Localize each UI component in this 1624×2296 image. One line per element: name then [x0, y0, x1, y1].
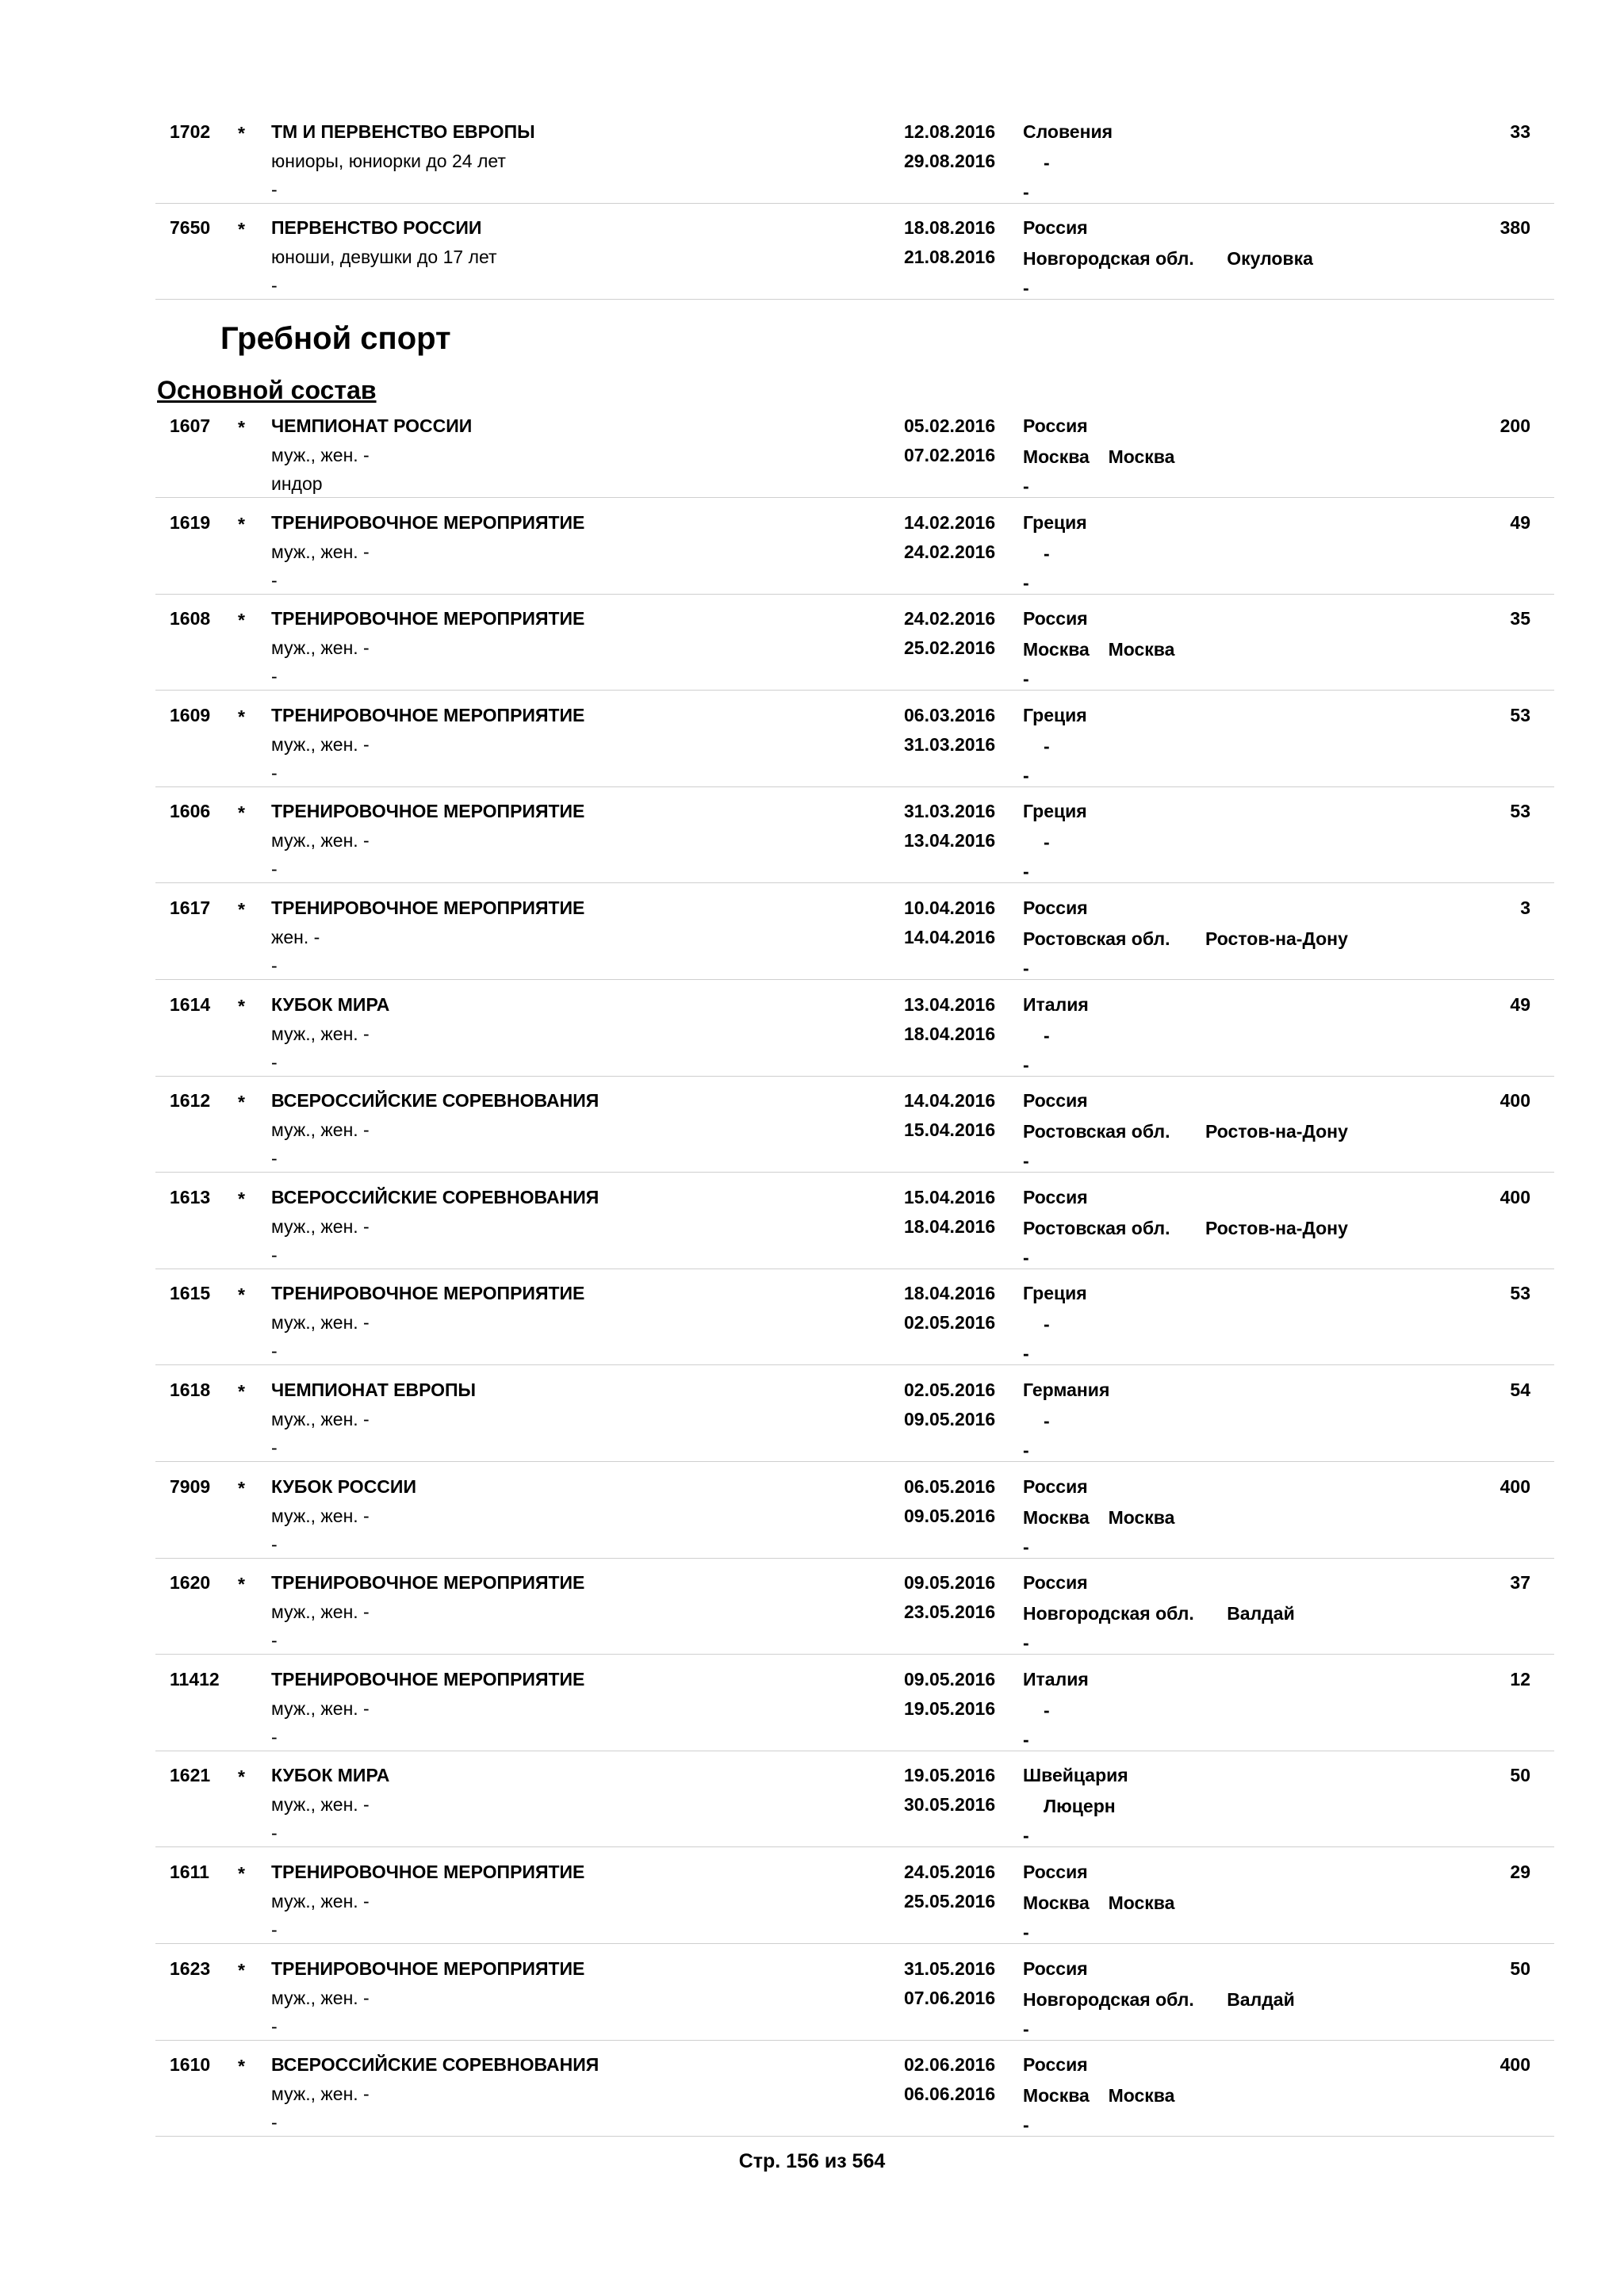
event-participants: муж., жен. - [271, 1891, 370, 1911]
event-location-note: - [1023, 958, 1029, 978]
event-participants: муж., жен. - [271, 1215, 370, 1237]
event-title: ТРЕНИРОВОЧНОЕ МЕРОПРИЯТИЕ [271, 1572, 585, 1594]
event-note: - [271, 1244, 278, 1265]
event-location-note: - [1023, 1728, 1029, 1750]
event-id: 1606 [170, 801, 211, 822]
event-participant-count: 33 [1510, 121, 1530, 142]
event-date-end: 02.05.2016 [904, 1312, 996, 1334]
event-region: Ростовская обл. [1023, 1217, 1170, 1238]
event-date-end: 18.04.2016 [904, 1023, 996, 1044]
event-row [155, 1173, 1554, 1269]
event-date-start: 13.04.2016 [904, 993, 996, 1015]
event-country: Греция [1023, 801, 1087, 822]
event-location-note: - [1023, 1632, 1029, 1654]
event-location-note: - [1023, 572, 1029, 593]
event-country: Россия [1023, 1186, 1088, 1207]
event-id: 1614 [170, 993, 211, 1015]
event-date-end: 21.08.2016 [904, 247, 996, 267]
event-country: Греция [1023, 511, 1087, 533]
event-marker: * [238, 1188, 245, 1209]
event-marker: * [238, 899, 245, 920]
event-location-note: - [1023, 476, 1029, 496]
event-row [155, 1655, 1554, 1751]
event-participant-count: 50 [1510, 1957, 1530, 1979]
event-note: - [271, 762, 278, 783]
event-id: 1702 [170, 121, 211, 142]
event-region: Москва [1023, 2085, 1090, 2107]
event-participants: муж., жен. - [271, 830, 370, 851]
event-date-end: 29.08.2016 [904, 151, 996, 171]
event-note: - [271, 1051, 278, 1073]
event-note: - [271, 859, 278, 880]
event-title: ТРЕНИРОВОЧНОЕ МЕРОПРИЯТИЕ [271, 511, 585, 533]
event-id: 1620 [170, 1572, 211, 1594]
event-row [155, 1751, 1554, 1847]
event-id: 1608 [170, 608, 211, 629]
event-id: 1611 [170, 1862, 209, 1882]
event-participant-count: 400 [1500, 1186, 1530, 1207]
event-participants: муж., жен. - [271, 1987, 370, 2008]
event-location-note: - [1023, 1054, 1029, 1075]
event-row [155, 1076, 1554, 1173]
event-marker: * [238, 2056, 245, 2077]
event-note: - [271, 955, 278, 976]
event-date-start: 15.04.2016 [904, 1186, 996, 1207]
event-date-start: 18.08.2016 [904, 217, 996, 238]
event-note: индор [271, 473, 323, 494]
event-participant-count: 54 [1510, 1380, 1530, 1400]
event-participant-count: 37 [1510, 1572, 1530, 1594]
page-footer: Стр. 156 из 564 [738, 2150, 886, 2172]
event-participants: муж., жен. - [271, 1409, 370, 1429]
event-title: ТРЕНИРОВОЧНОЕ МЕРОПРИЯТИЕ [271, 801, 585, 822]
event-city: Москва [1108, 1506, 1175, 1528]
event-date-end: 14.04.2016 [904, 927, 996, 947]
event-participant-count: 49 [1510, 993, 1530, 1015]
event-id: 1607 [170, 415, 211, 436]
event-date-end: 30.05.2016 [904, 1794, 996, 1816]
event-date-end: 07.02.2016 [904, 445, 996, 465]
event-marker: * [238, 1574, 245, 1595]
event-date-end: 31.03.2016 [904, 733, 996, 755]
event-participants: юноши, девушки до 17 лет [271, 247, 497, 267]
event-date-end: 19.05.2016 [904, 1697, 996, 1719]
event-city: Окуловка [1227, 248, 1313, 269]
event-title: ТМ И ПЕРВЕНСТВО ЕВРОПЫ [271, 121, 535, 142]
event-region: Новгородская обл. [1023, 1988, 1194, 2010]
event-title: ВСЕРОССИЙСКИЕ СОРЕВНОВАНИЯ [271, 1186, 599, 1207]
event-title: ПЕРВЕНСТВО РОССИИ [271, 217, 482, 238]
event-country: Словения [1023, 121, 1113, 142]
event-country: Россия [1023, 1862, 1088, 1882]
event-note: - [271, 1919, 278, 1940]
event-note: - [271, 666, 278, 687]
event-title: ТРЕНИРОВОЧНОЕ МЕРОПРИЯТИЕ [271, 608, 585, 629]
event-note: - [271, 1533, 278, 1555]
event-participants: муж., жен. - [271, 1312, 370, 1334]
event-title: ТРЕНИРОВОЧНОЕ МЕРОПРИЯТИЕ [271, 704, 585, 725]
event-date-start: 24.05.2016 [904, 1862, 996, 1882]
event-title: ТРЕНИРОВОЧНОЕ МЕРОПРИЯТИЕ [271, 1668, 585, 1689]
event-participant-count: 35 [1510, 608, 1530, 629]
event-row [155, 1462, 1554, 1559]
event-date-start: 19.05.2016 [904, 1765, 996, 1786]
event-marker: * [238, 123, 245, 144]
event-participant-count: 50 [1510, 1765, 1530, 1786]
event-title: ЧЕМПИОНАТ РОССИИ [271, 415, 473, 436]
event-row [155, 1365, 1554, 1462]
event-city: Ростов-на-Дону [1205, 928, 1348, 949]
event-marker: * [238, 995, 245, 1016]
event-participants: муж., жен. - [271, 1601, 370, 1623]
event-id: 7909 [170, 1475, 211, 1497]
event-title: ТРЕНИРОВОЧНОЕ МЕРОПРИЯТИЕ [271, 897, 585, 918]
event-marker: * [238, 1477, 245, 1498]
event-note: - [271, 1726, 278, 1747]
event-participant-count: 400 [1500, 1090, 1530, 1112]
event-id: 1615 [170, 1283, 211, 1304]
event-location-note: - [1023, 1246, 1029, 1268]
event-id: 1617 [170, 897, 211, 918]
event-row [155, 786, 1554, 883]
event-city: Валдай [1227, 1603, 1295, 1624]
event-marker: * [238, 610, 245, 631]
event-row [155, 1944, 1554, 2041]
event-marker: * [238, 1766, 245, 1788]
event-row [155, 1269, 1554, 1365]
event-region: Новгородская обл. [1023, 1603, 1194, 1624]
event-country: Швейцария [1023, 1765, 1128, 1786]
event-location-note: - [1023, 1150, 1029, 1172]
event-country: Россия [1023, 415, 1088, 436]
event-location-note: - [1023, 764, 1029, 786]
event-marker: * [238, 706, 245, 727]
event-participants: муж., жен. - [271, 2084, 370, 2105]
event-date-start: 31.05.2016 [904, 1957, 996, 1979]
event-date-end: 23.05.2016 [904, 1601, 996, 1623]
event-date-start: 02.05.2016 [904, 1380, 996, 1400]
event-city: Ростов-на-Дону [1205, 1121, 1348, 1142]
event-marker: * [238, 417, 245, 438]
event-location-dash: - [1044, 542, 1050, 564]
event-note: - [271, 1341, 278, 1362]
event-country: Россия [1023, 1957, 1088, 1979]
event-participant-count: 3 [1520, 897, 1530, 918]
event-date-start: 18.04.2016 [904, 1283, 996, 1304]
event-country: Италия [1023, 993, 1089, 1015]
event-participants: муж., жен. - [271, 1697, 370, 1719]
event-date-end: 18.04.2016 [904, 1215, 996, 1237]
event-marker: * [238, 802, 245, 824]
event-region: Москва [1023, 1506, 1090, 1528]
event-row [155, 498, 1554, 595]
event-row [155, 107, 1554, 204]
event-country: Россия [1023, 608, 1088, 629]
event-region: Москва [1023, 446, 1090, 467]
event-marker: * [238, 1092, 245, 1113]
event-marker: * [238, 219, 245, 239]
event-date-end: 13.04.2016 [904, 830, 996, 851]
event-date-start: 10.04.2016 [904, 897, 996, 918]
event-country: Россия [1023, 897, 1088, 918]
event-title: ВСЕРОССИЙСКИЕ СОРЕВНОВАНИЯ [271, 1090, 599, 1112]
event-country: Россия [1023, 1572, 1088, 1594]
event-row [155, 594, 1554, 691]
event-date-start: 09.05.2016 [904, 1572, 996, 1594]
event-row [155, 203, 1554, 300]
event-participant-count: 380 [1500, 217, 1530, 238]
event-date-end: 09.05.2016 [904, 1409, 996, 1429]
event-region: Москва [1023, 1892, 1090, 1913]
section-title: Основной состав [157, 376, 377, 404]
event-date-start: 02.06.2016 [904, 2054, 996, 2076]
event-country: Германия [1023, 1380, 1110, 1400]
event-country: Греция [1023, 704, 1087, 725]
event-note: - [271, 1630, 278, 1651]
event-title: КУБОК МИРА [271, 1765, 390, 1786]
event-country: Россия [1023, 1475, 1088, 1497]
event-title: КУБОК РОССИИ [271, 1475, 416, 1497]
event-date-start: 31.03.2016 [904, 801, 996, 822]
event-title: ТРЕНИРОВОЧНОЕ МЕРОПРИЯТИЕ [271, 1283, 585, 1304]
event-title: ЧЕМПИОНАТ ЕВРОПЫ [271, 1380, 477, 1400]
event-participants: муж., жен. - [271, 445, 370, 465]
event-date-start: 05.02.2016 [904, 415, 996, 436]
event-date-start: 06.03.2016 [904, 704, 996, 725]
event-row [155, 2040, 1554, 2137]
event-marker: * [238, 1284, 245, 1306]
event-id: 1618 [170, 1380, 211, 1400]
event-location-note: - [1023, 1922, 1029, 1942]
event-participants: юниоры, юниорки до 24 лет [271, 151, 506, 171]
event-participant-count: 53 [1510, 704, 1530, 725]
event-participant-count: 400 [1500, 2054, 1530, 2076]
event-id: 1610 [170, 2054, 211, 2076]
event-participants: муж., жен. - [271, 1119, 370, 1141]
event-city: Люцерн [1044, 1796, 1116, 1817]
event-id: 1621 [170, 1765, 211, 1786]
event-title: ТРЕНИРОВОЧНОЕ МЕРОПРИЯТИЕ [271, 1862, 585, 1882]
event-date-end: 25.02.2016 [904, 637, 996, 659]
event-marker: * [238, 1959, 245, 1980]
event-id: 1609 [170, 704, 211, 725]
event-region: Москва [1023, 639, 1090, 660]
event-location-note: - [1023, 1825, 1029, 1846]
event-country: Италия [1023, 1668, 1089, 1689]
event-id: 1613 [170, 1186, 211, 1207]
event-participants: жен. - [271, 927, 320, 947]
event-participants: муж., жен. - [271, 1023, 370, 1044]
event-marker: * [238, 1381, 245, 1402]
event-location-note: - [1023, 2018, 1029, 2039]
event-date-start: 24.02.2016 [904, 608, 996, 629]
event-date-end: 09.05.2016 [904, 1505, 996, 1526]
event-location-dash: - [1044, 1410, 1050, 1431]
event-date-end: 06.06.2016 [904, 2084, 996, 2105]
event-row [155, 1558, 1554, 1655]
event-city: Ростов-на-Дону [1205, 1217, 1348, 1238]
event-city: Москва [1108, 639, 1175, 660]
event-date-start: 14.02.2016 [904, 511, 996, 533]
event-participant-count: 29 [1510, 1862, 1530, 1882]
event-note: - [271, 2112, 278, 2133]
event-location-dash: - [1044, 152, 1050, 173]
event-date-end: 24.02.2016 [904, 541, 996, 562]
event-country: Россия [1023, 217, 1088, 238]
event-region: Новгородская обл. [1023, 248, 1194, 269]
event-country: Россия [1023, 1090, 1088, 1112]
event-participant-count: 49 [1510, 511, 1530, 533]
event-date-start: 14.04.2016 [904, 1090, 996, 1112]
event-marker: * [238, 513, 245, 534]
event-location-dash: - [1044, 1699, 1050, 1720]
event-location-note: - [1023, 2114, 1029, 2136]
event-participants: муж., жен. - [271, 541, 370, 562]
event-note: - [271, 2015, 278, 2037]
event-row [155, 883, 1554, 980]
event-location-dash: - [1044, 735, 1050, 756]
event-participants: муж., жен. - [271, 1505, 370, 1526]
event-participant-count: 53 [1510, 1283, 1530, 1304]
event-row [155, 691, 1554, 787]
event-city: Москва [1108, 2085, 1175, 2107]
event-location-note: - [1023, 277, 1029, 298]
event-participant-count: 200 [1500, 415, 1530, 436]
event-date-start: 12.08.2016 [904, 121, 996, 142]
event-region: Ростовская обл. [1023, 1121, 1170, 1142]
event-date-end: 07.06.2016 [904, 1987, 996, 2008]
event-location-note: - [1023, 668, 1029, 690]
event-city: Москва [1108, 1892, 1175, 1913]
event-id: 1619 [170, 511, 211, 533]
event-country: Греция [1023, 1283, 1087, 1304]
event-note: - [271, 569, 278, 591]
event-participant-count: 400 [1500, 1475, 1530, 1497]
event-location-note: - [1023, 1536, 1029, 1557]
event-id: 1612 [170, 1090, 211, 1112]
event-participants: муж., жен. - [271, 637, 370, 659]
event-id: 11412 [170, 1668, 220, 1689]
event-participant-count: 53 [1510, 801, 1530, 822]
event-location-dash: - [1044, 832, 1050, 853]
event-participant-count: 12 [1510, 1668, 1530, 1689]
event-row [155, 401, 1554, 498]
event-participants: муж., жен. - [271, 733, 370, 755]
event-participants: муж., жен. - [271, 1794, 370, 1816]
event-city: Валдай [1227, 1988, 1295, 2010]
event-note: - [271, 275, 278, 296]
event-note: - [271, 1437, 278, 1458]
event-location-note: - [1023, 1343, 1029, 1364]
event-row [155, 980, 1554, 1077]
event-title: ВСЕРОССИЙСКИЕ СОРЕВНОВАНИЯ [271, 2054, 599, 2076]
sport-title: Гребной спорт [220, 321, 451, 356]
event-note: - [271, 1823, 278, 1844]
event-region: Ростовская обл. [1023, 928, 1170, 949]
event-note: - [271, 179, 278, 200]
event-city: Москва [1108, 446, 1175, 467]
event-date-start: 06.05.2016 [904, 1475, 996, 1497]
event-date-end: 15.04.2016 [904, 1119, 996, 1141]
event-location-dash: - [1044, 1024, 1050, 1046]
event-row [155, 1847, 1554, 1944]
event-id: 7650 [170, 217, 211, 238]
event-note: - [271, 1148, 278, 1169]
event-marker: * [238, 1863, 245, 1884]
event-location-note: - [1023, 182, 1029, 202]
event-location-dash: - [1044, 1314, 1050, 1335]
event-location-note: - [1023, 861, 1029, 882]
event-title: ТРЕНИРОВОЧНОЕ МЕРОПРИЯТИЕ [271, 1957, 585, 1979]
event-id: 1623 [170, 1957, 211, 1979]
event-title: КУБОК МИРА [271, 993, 390, 1015]
event-date-start: 09.05.2016 [904, 1668, 996, 1689]
event-location-note: - [1023, 1440, 1029, 1460]
event-country: Россия [1023, 2054, 1088, 2076]
event-date-end: 25.05.2016 [904, 1891, 996, 1911]
